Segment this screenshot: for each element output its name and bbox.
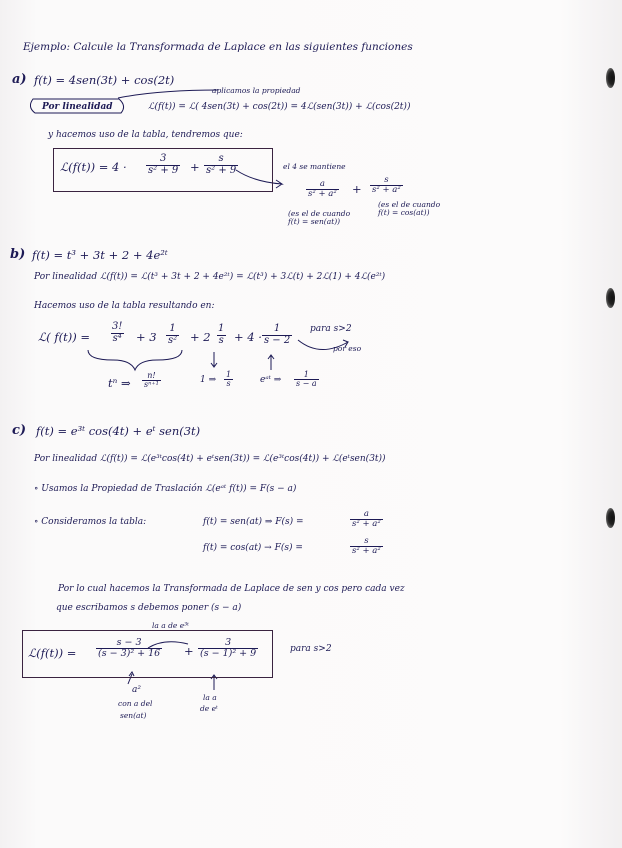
section-c-final-frac-2 (198, 638, 258, 659)
prop-arrow (118, 90, 218, 98)
section-b-ann-2-num: 1 (226, 370, 232, 379)
section-c-tab-row-2: f(t) = cos(at) → F(s) = (203, 543, 303, 553)
section-c-bullet-traslacion: ∘ Usamos la Propiedad de Traslación ℒ(eᵃᵗ f(t)) = F(s − a) (34, 484, 297, 494)
page-title: Ejemplo: Calcule la Transformada de Laplace en las siguientes funciones (23, 41, 413, 53)
section-b-term-2-pre: + 3 (136, 330, 157, 344)
binder-hole-middle (606, 288, 615, 308)
section-c-tab-row-2-frac (350, 537, 383, 556)
section-c-ann-la-a-2: de eᵗ (200, 704, 218, 713)
section-c-tab-row-2-den: s² + a² (352, 545, 381, 556)
section-b-ann-1-lhs: tⁿ ⇒ (108, 376, 131, 390)
section-b-tabla-text: Hacemos uso de la tabla resultando en: (34, 301, 215, 311)
section-a-result-frac-2 (204, 154, 238, 176)
section-b-term-2-num: 1 (169, 323, 176, 334)
binder-hole-top (606, 68, 615, 88)
section-c-tab-row-1-num: a (363, 509, 369, 519)
section-a-table-note-2: (es el de cuando f(t) = cos(at)) (378, 200, 441, 217)
section-a-tabla-text: y hacemos uso de la tabla, tendremos que: (48, 130, 243, 140)
section-a-result-lhs: ℒ(f(t)) = 4 · (60, 160, 127, 174)
section-b-function: f(t) = t³ + 3t + 2 + 4e²ᵗ (32, 248, 168, 262)
section-b-ann-3-num: 1 (303, 370, 309, 379)
section-c-result-lhs: ℒ(f(t)) = (28, 646, 77, 660)
section-c-ann-a2: a² (132, 685, 141, 695)
section-a-table-frac-2-num: s (384, 175, 389, 185)
section-b-ann-3-frac (294, 371, 319, 389)
section-c-bullet-tabla: ∘ Consideramos la tabla: (34, 517, 147, 527)
section-b-ann-2-frac (224, 371, 233, 389)
section-b-result-lhs: ℒ( f(t)) = (38, 330, 91, 344)
section-a-frac-2-num: s (218, 153, 224, 164)
section-b-term-3 (216, 324, 226, 346)
section-c-function: f(t) = e³ᵗ cos(4t) + eᵗ sen(3t) (36, 424, 201, 438)
section-b-label: b) (10, 247, 26, 262)
section-c-final-frac-2-num: 3 (225, 637, 232, 648)
section-b-por-eso: por eso (333, 344, 362, 353)
section-a-table-note-1: (es el de cuando f(t) = sen(at)) (288, 209, 351, 226)
section-b-term-4-den: s − 2 (264, 334, 291, 346)
section-c-tab-row-1: f(t) = sen(at) ⇒ F(s) = (203, 517, 304, 527)
section-b-ann-2-den: s (226, 379, 231, 389)
section-c-la-a-note: la a de e³ᵗ (152, 621, 190, 630)
arrow-1 (211, 352, 217, 367)
section-b-ann-1-num: n! (147, 371, 156, 380)
section-a-linealidad-tag: Por linealidad (42, 102, 113, 112)
section-c-ann-a2-note-1: con a del (118, 699, 153, 708)
section-a-result-frac-1 (146, 154, 180, 176)
section-b-para: para s>2 (310, 324, 352, 334)
section-c-linealidad-line: Por linealidad ℒ(f(t)) = ℒ(e³ᵗcos(4t) + eᵗsen(3t)) = ℒ(e³ᵗcos(4t)) + ℒ(eᵗsen(3t)) (34, 454, 386, 464)
section-a-function: f(t) = 4sen(3t) + cos(2t) (34, 73, 175, 87)
binder-hole-bottom (606, 508, 615, 528)
section-b-term-4 (262, 324, 292, 346)
section-c-label: c) (12, 423, 27, 438)
section-b-term-3-num: 1 (218, 323, 225, 334)
section-a-label: a) (12, 72, 27, 87)
section-c-final-frac-1-den: (s − 3)² + 16 (98, 647, 161, 659)
section-a-prop-note: aplicamos la propiedad (212, 86, 301, 95)
section-c-final-frac-1-num: s − 3 (116, 637, 142, 648)
section-b-term-2 (166, 324, 179, 346)
section-a-frac-2-den: s² + 9 (206, 164, 237, 176)
section-b-linealidad-line: Por linealidad ℒ(f(t)) = ℒ(t³ + 3t + 2 + 4e²ᵗ) = ℒ(t³) + 3ℒ(t) + 2ℒ(1) + 4ℒ(e²ᵗ) (34, 272, 386, 282)
section-c-para: para s>2 (290, 644, 332, 654)
section-a-se-mantiene-note: el 4 se mantiene (283, 162, 346, 171)
brace-b (88, 350, 182, 370)
section-c-por-lo-cual-2: que escribamos s debemos poner (s − a) (56, 603, 242, 613)
section-b-term-1-den: s⁴ (112, 332, 122, 344)
section-b-term-2-den: s² (168, 334, 178, 346)
section-a-table-frac-1-den: s² + a² (308, 188, 337, 199)
section-a-result-plus: + (190, 160, 200, 174)
section-c-final-plus: + (184, 644, 194, 658)
section-b-term-4-num: 1 (273, 323, 281, 334)
section-a-frac-1-num: 3 (159, 153, 167, 164)
section-c-final-frac-1 (96, 638, 162, 659)
section-b-ann-1-den: sⁿ⁺¹ (144, 380, 159, 390)
section-a-linealidad-eq: ℒ(f(t)) = ℒ( 4sen(3t) + cos(2t)) = 4ℒ(sen(3t)) + ℒ(cos(2t)) (148, 102, 411, 112)
arrow-eat (268, 355, 274, 370)
section-b-ann-3-lhs: eᵃᵗ ⇒ (260, 375, 282, 385)
section-c-ann-la-a-1: la a (203, 693, 217, 702)
section-a-frac-1-den: s² + 9 (148, 164, 179, 176)
section-b-term-3-pre: + 2 (190, 330, 211, 344)
section-b-term-3-den: s (218, 334, 224, 346)
section-b-term-1-num: 3! (112, 321, 123, 332)
section-c-por-lo-cual-1: Por lo cual hacemos la Transformada de Laplace de sen y cos pero cada vez (58, 584, 405, 594)
section-a-table-frac-2-den: s² + a² (372, 184, 401, 195)
section-c-tab-row-2-num: s (364, 536, 369, 546)
section-c-tab-row-1-den: s² + a² (352, 518, 381, 529)
section-b-term-4-pre: + 4 · (234, 330, 262, 344)
section-b-ann-2-lhs: 1 ⇒ (200, 375, 217, 385)
section-a-table-plus: + (352, 182, 362, 196)
section-a-table-frac-2 (370, 176, 403, 195)
section-c-final-frac-2-den: (s − 1)² + 9 (200, 647, 257, 659)
section-b-ann-3-den: s − a (296, 379, 317, 389)
section-c-ann-a2-note-2: sen(at) (120, 711, 147, 720)
section-c-tab-row-1-frac (350, 510, 383, 529)
section-a-table-frac-1-num: a (319, 179, 325, 189)
section-b-term-1 (110, 322, 124, 344)
section-b-ann-1-frac (142, 372, 161, 390)
section-a-table-frac-1 (306, 180, 339, 199)
